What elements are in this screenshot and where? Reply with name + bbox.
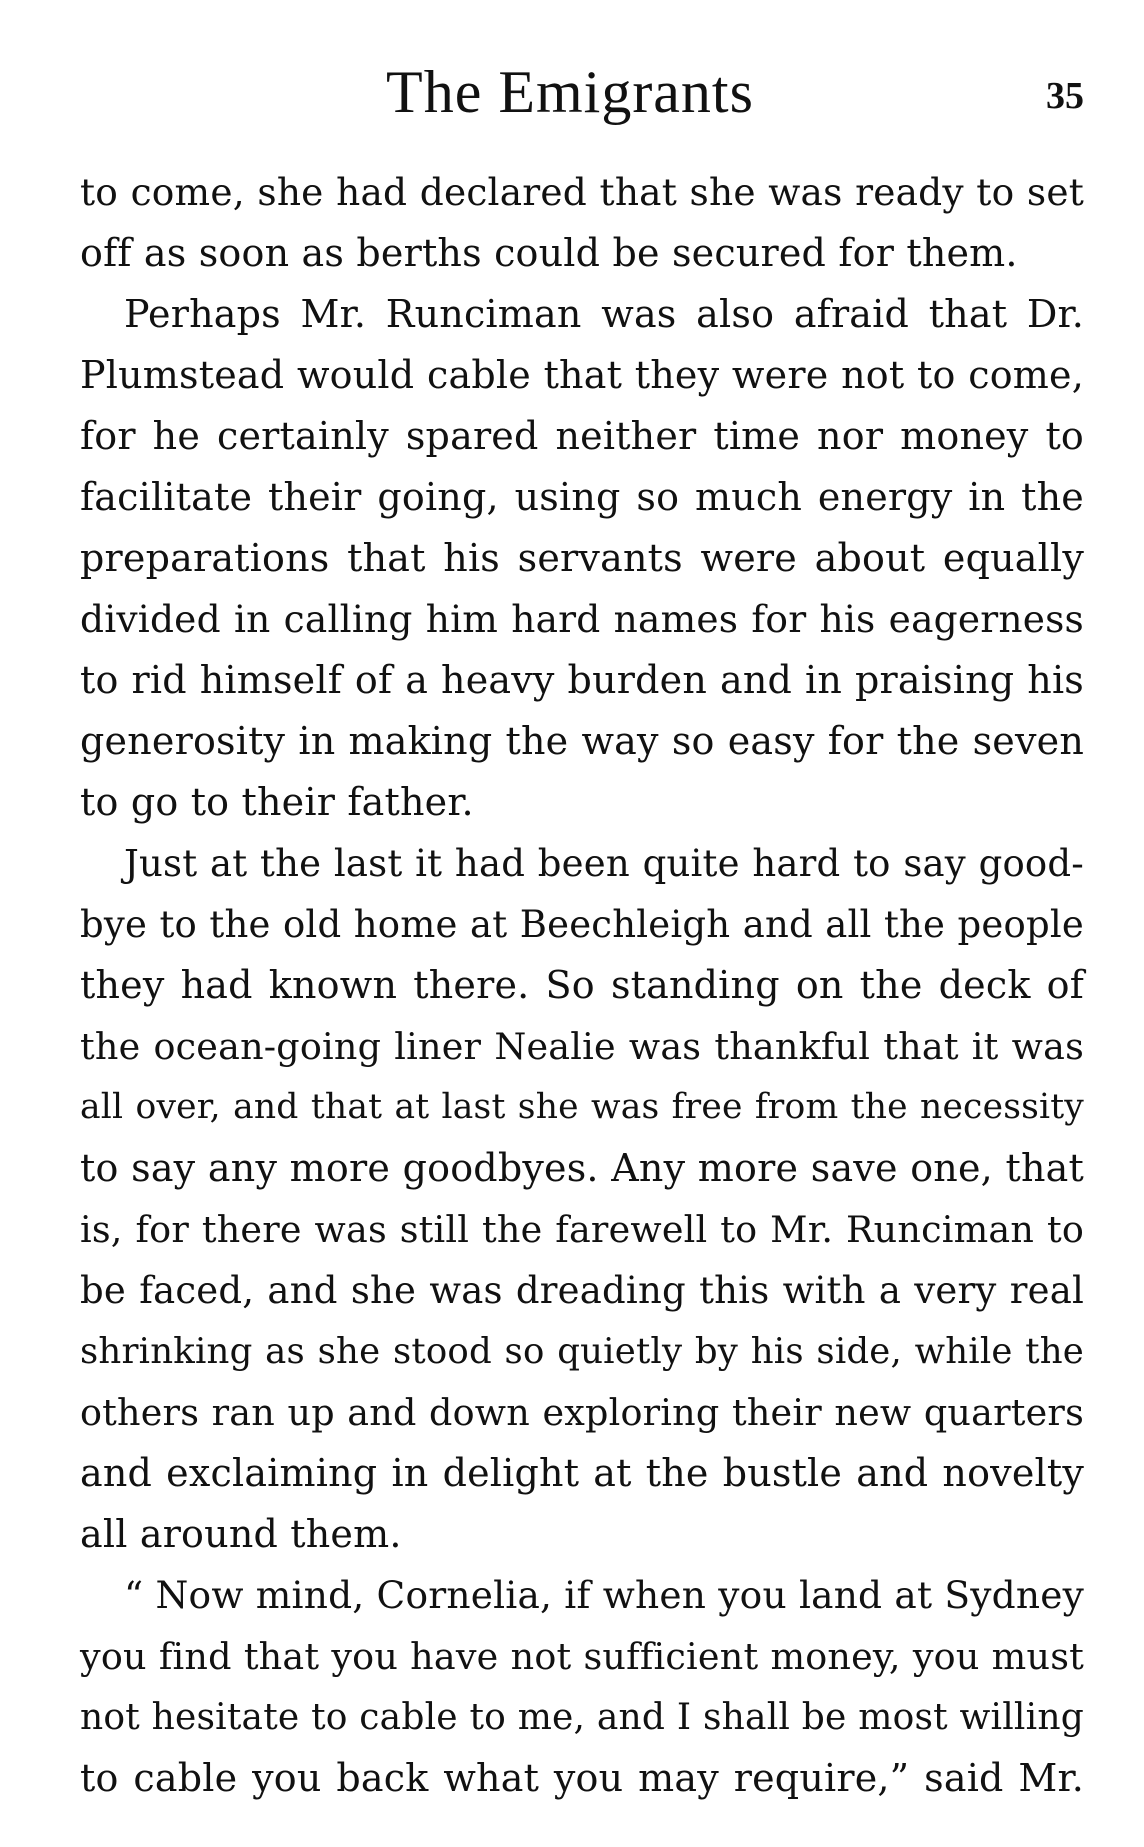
- text-line: the ocean-going liner Nealie was thankful that it was: [80, 1025, 1084, 1068]
- text-line: generosity in making the way so easy for the seven: [80, 719, 1084, 763]
- text-line: to say any more goodbyes. Any more save one, that: [80, 1146, 1084, 1190]
- text-line: you find that you have not sufficient money, you must: [80, 1635, 1084, 1678]
- text-line: divided in calling him hard names for his eagerness: [80, 597, 1084, 641]
- text-line: preparations that his servants were about equally: [80, 536, 1084, 580]
- text-line: Just at the last it had been quite hard to say good-: [124, 842, 1084, 885]
- text-line: facilitate their going, using so much energy in the: [80, 475, 1084, 519]
- running-head: [80, 52, 1084, 132]
- text-line: Perhaps Mr. Runciman was also afraid that Dr.: [124, 292, 1084, 336]
- text-line: to come, she had declared that she was ready to set: [80, 170, 1084, 214]
- text-line: others ran up and down exploring their new quarters: [80, 1391, 1084, 1434]
- text-line: all around them.: [80, 1512, 402, 1556]
- text-line: shrinking as she stood so quietly by his side, while the: [80, 1331, 1084, 1372]
- body-text: [80, 162, 1084, 1809]
- text-line: for he certainly spared neither time nor money to: [80, 414, 1084, 458]
- text-line: be faced, and she was dreading this with a very real: [80, 1269, 1084, 1312]
- text-line: Plumstead would cable that they were not to come,: [80, 353, 1084, 397]
- text-line: to go to their father.: [80, 780, 474, 824]
- text-line: not hesitate to cable to me, and I shall be most willing: [80, 1697, 1084, 1738]
- text-line: bye to the old home at Beechleigh and all the people: [80, 903, 1084, 946]
- text-line: is, for there was still the farewell to Mr. Runciman to: [80, 1208, 1084, 1251]
- text-line: and exclaiming in delight at the bustle and novelty: [80, 1451, 1084, 1495]
- text-line: they had known there. So standing on the deck of: [80, 963, 1084, 1007]
- page-number: 35: [1046, 75, 1084, 117]
- text-line: all over, and that at last she was free from the necessity: [80, 1087, 1084, 1127]
- running-title: The Emigrants: [386, 59, 754, 125]
- text-line: to cable you back what you may require,” said Mr.: [80, 1756, 1084, 1800]
- text-line: off as soon as berths could be secured for them.: [80, 231, 1018, 275]
- text-line: “ Now mind, Cornelia, if when you land at Sydney: [124, 1573, 1084, 1617]
- text-line: to rid himself of a heavy burden and in praising his: [80, 658, 1084, 702]
